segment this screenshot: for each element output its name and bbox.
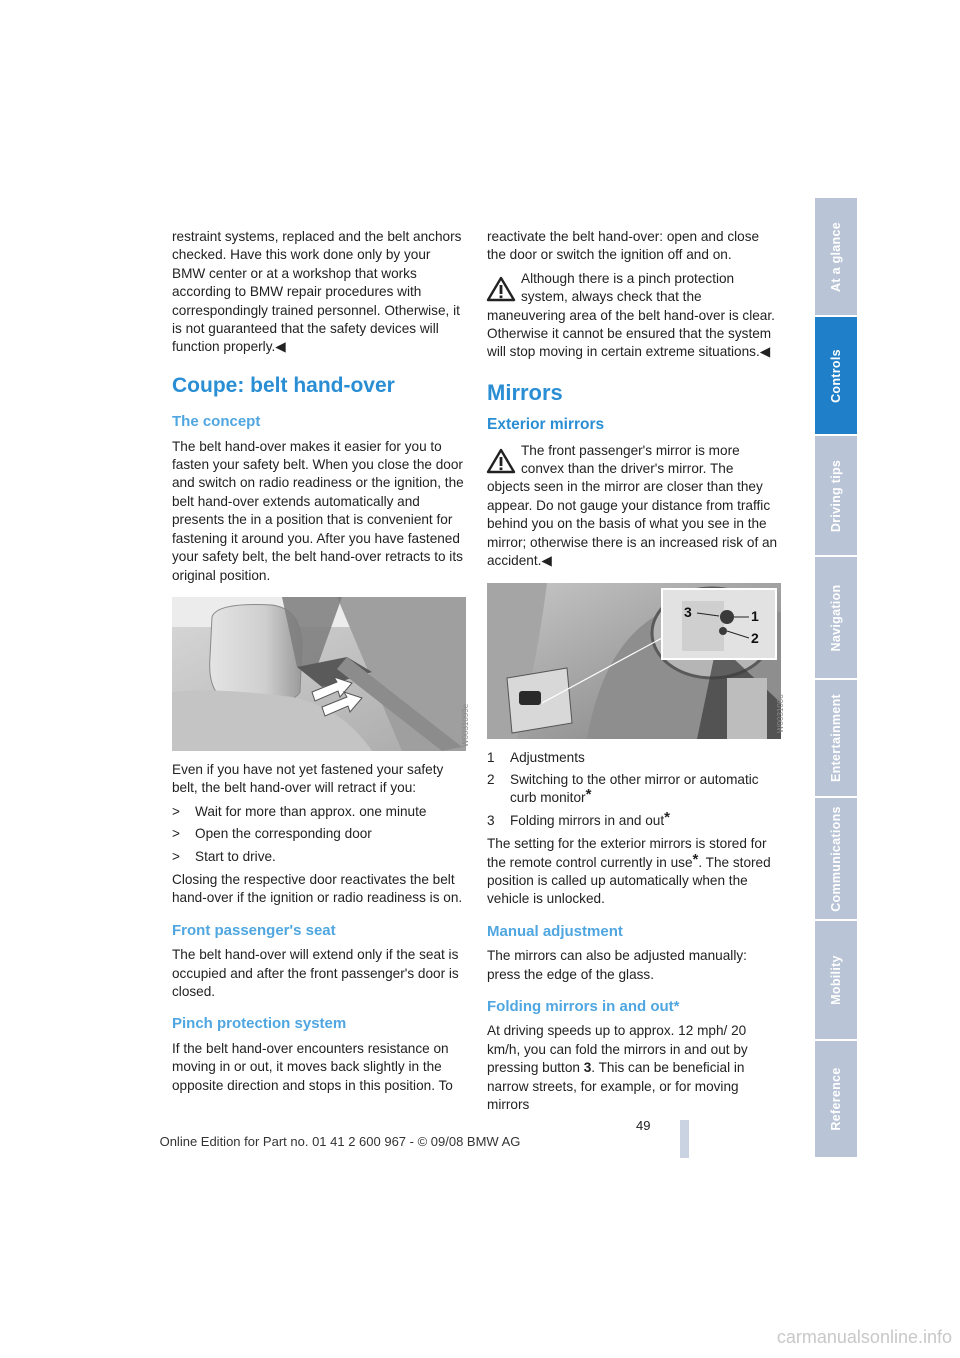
list-item: > Open the corresponding door bbox=[172, 826, 372, 842]
setting-paragraph: The setting for the exterior mirrors is stored for the remote control currently in use*. The stored position is called up automatically when the vehicle is unlocked. bbox=[487, 836, 771, 907]
mirror-controls-legend bbox=[487, 749, 779, 831]
warning-mirror-text: The front passenger's mirror is more convex than the driver's mirror. The objects seen in the mirror are closer than they appear. Do not gauge your distance from traffic behind you on the basis of what you see in the mirror; otherwise there is an increased risk of an accident.◀ bbox=[487, 442, 778, 569]
seat-illustration bbox=[172, 597, 466, 751]
list-item: > Wait for more than approx. one minute bbox=[172, 803, 427, 819]
right-column bbox=[487, 228, 785, 1119]
list-item: 2 Switching to the other mirror or automatic curb monitor* bbox=[487, 771, 759, 806]
subheading-exterior-mirrors: Exterior mirrors bbox=[487, 416, 605, 434]
tab-driving-tips[interactable]: Driving tips bbox=[815, 436, 857, 557]
callout-2: 2 bbox=[751, 629, 759, 646]
tab-mobility[interactable]: Mobility bbox=[815, 921, 857, 1041]
figure-code: W0031006 bbox=[776, 693, 785, 733]
retract-paragraph: Even if you have not yet fastened your safety belt, the belt hand-over will retract if you: bbox=[172, 761, 444, 796]
footer: Online Edition for Part no. 01 41 2 600 967 - © 09/08 BMW AG bbox=[159, 1134, 521, 1149]
page-number: 49 bbox=[636, 1118, 651, 1133]
tab-at-a-glance[interactable]: At a glance bbox=[815, 198, 857, 317]
folding-paragraph: At driving speeds up to approx. 12 mph/ 20 km/h, you can fold the mirrors in and out by pressing button 3. This can be beneficial in narrow streets, for example, or for moving mirrors bbox=[487, 1023, 748, 1112]
left-column bbox=[172, 228, 470, 1100]
subheading-concept: The concept bbox=[172, 413, 261, 431]
callout-1: 1 bbox=[751, 607, 759, 624]
section-heading-belt-hand-over: Coupe: belt hand-over bbox=[172, 373, 395, 397]
passenger-paragraph: The belt hand-over will extend only if the seat is occupied and after the front passenger's door is closed. bbox=[172, 947, 459, 999]
manual-paragraph: The mirrors can also be adjusted manually: press the edge of the glass. bbox=[487, 948, 747, 982]
chapter-tabs bbox=[815, 198, 857, 1159]
watermark: carmanualsonline.info bbox=[776, 1327, 952, 1347]
retract-list bbox=[172, 803, 464, 866]
concept-paragraph: The belt hand-over makes it easier for you to fasten your safety belt. When you close the door and switch on radio readiness or the ignition, the belt hand-over extends automatically and presents the in a position that is convenient for fastening it around you. After you have fastened your safety belt, the belt hand-over retracts to its original position. bbox=[172, 438, 464, 583]
warning-triangle-icon bbox=[487, 448, 515, 474]
closing-paragraph: Closing the respective door reactivates the belt hand-over if the ignition or radio readiness is on. bbox=[172, 871, 463, 906]
subheading-manual-adjustment: Manual adjustment bbox=[487, 922, 623, 940]
pinch-paragraph: If the belt hand-over encounters resistance on moving in or out, it moves back slightly in the opposite direction and stops in this position. To bbox=[172, 1040, 453, 1093]
tab-communications[interactable]: Communications bbox=[815, 798, 857, 921]
continued-paragraph: reactivate the belt hand-over: open and close the door or switch the ignition off and on. bbox=[487, 229, 760, 263]
mirror-controls-figure bbox=[487, 583, 785, 739]
tab-navigation[interactable]: Navigation bbox=[815, 557, 857, 680]
subheading-passenger-seat: Front passenger's seat bbox=[172, 921, 336, 939]
list-item: > Start to drive. bbox=[172, 848, 276, 864]
tab-reference[interactable]: Reference bbox=[815, 1041, 857, 1159]
mirror-switch-illustration bbox=[487, 583, 781, 739]
subheading-pinch-protection: Pinch protection system bbox=[172, 1015, 347, 1033]
belt-hand-over-figure bbox=[172, 597, 470, 751]
callout-3: 3 bbox=[684, 603, 692, 620]
intro-paragraph: restraint systems, replaced and the belt anchors checked. Have this work done only by your BMW center or at a workshop that works according to BMW repair procedures with correspondingly trained personnel. Otherwise, it is not guaranteed that the safety devices will function properly.◀ bbox=[172, 229, 462, 355]
warning-mirror bbox=[487, 442, 779, 571]
tab-controls[interactable]: Controls bbox=[815, 317, 857, 436]
tab-entertainment[interactable]: Entertainment bbox=[815, 680, 857, 798]
warning-triangle-icon bbox=[487, 276, 515, 302]
figure-code: W0031099e bbox=[461, 703, 470, 747]
section-heading-mirrors: Mirrors bbox=[487, 379, 563, 405]
warning-pinch bbox=[487, 270, 779, 362]
warning-pinch-text: Although there is a pinch protection system, always check that the maneuvering area of the belt hand-over is clear. Otherwise it cannot be ensured that the system will stop moving in certain extreme situations.◀ bbox=[487, 270, 775, 360]
list-item: 1 Adjustments bbox=[487, 749, 585, 765]
subheading-folding-mirrors: Folding mirrors in and out* bbox=[487, 997, 680, 1015]
list-item: 3 Folding mirrors in and out* bbox=[487, 808, 670, 828]
